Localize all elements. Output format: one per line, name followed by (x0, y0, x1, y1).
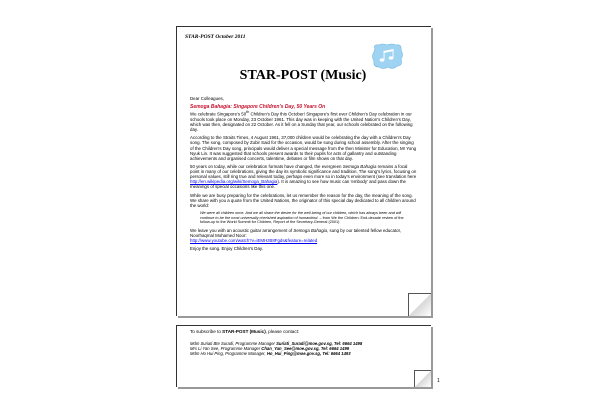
youtube-link[interactable]: http://www.youtube.com/watch?v=iEMHzB8Fgds&feature=related (190, 237, 318, 243)
paragraph-4: While we are busy preparing for the celebrations, let us remember the reason for the day, the meaning of the song. We share with you a quote from the United Nations, the originator of this special day dedicated to all children around the world: (190, 192, 416, 208)
un-quote: We were all children once. And we all share the desire for the well-being of our children, which has always been and will continue to be the most universally cherished aspiration of humankind. – from We the Children: End-decade review of the follow-up to the World Summit for Children, Report of the Secretary-General (2001) (200, 211, 404, 225)
subscribe-heading: To subscribe to STAR-POST (Music), please contact: (190, 329, 300, 334)
music-notes-badge-icon (371, 43, 404, 70)
contact-item: Mrs Li Yan See, Programme Manager Chan_Yan_See@moe.gov.sg, Tel: 6664 1499 (190, 346, 350, 352)
wikipedia-link[interactable]: http://en.wikipedia.org/wiki/Semoga_Bahagia (190, 179, 278, 185)
article-subtitle: Semoga Bahagia: Singapore Children's Day, 50 Years On (190, 104, 326, 111)
newsletter-title: STAR-POST (Music) (239, 68, 367, 83)
subscribe-page-curl (414, 370, 431, 387)
issue-label: STAR-POST October 2011 (185, 34, 246, 40)
contact-email[interactable]: Chan_Yan_See@moe.gov.sg (261, 346, 319, 352)
paragraph-1: We celebrate Singapore's 50th Children's Day this October! Singapore's first ever Children's Day celebration in our schools took place on Monday, 23 October 1961. This day was in keeping with the United Nation's Children's Day, which was then, designated on 22 October. As it fell on a Sunday that year, our schools celebrated on the following day. (190, 110, 413, 133)
contact-email[interactable]: Ho_Hui_Ping@moe.gov.sg (266, 351, 320, 357)
paragraph-5: We leave you with an acoustic guitar arrangement of Semoga Bahagia, sung by our talented fellow educator, Noorhaqmal Mohamed Noor: http://www.youtube.com/watch?v=iEMHzB8Fgds&feature=related (190, 227, 402, 243)
letter-body (190, 96, 418, 255)
contact-item: Mdm Suriati Bte Suradi, Programme Manager Suriati_Suradi@moe.gov.sg, Tel: 6664 1498 (190, 341, 363, 346)
greeting: Dear Colleagues, (190, 96, 224, 101)
closing-line: Enjoy the song. Enjoy Children's Day. (190, 246, 263, 252)
paragraph-3: 50 years on today, while our celebration formats have changed, the evergreen Semoga Bahagia remains a focal point in many of our celebrations, giving the day its symbolic significance and tradition. The song's lyrics, focusing on personal values, still ring true and relevant today, perhaps even more so in today's environment (see translation here http://en.wikipedia.org/wiki/Semoga_Bahagia). It is amazing to see how music can 'embody' and pass down the meanings of special occasions like this one. (190, 163, 417, 190)
page-number: 1 (437, 378, 440, 384)
page-curl (408, 293, 431, 316)
paragraph-2: According to the Straits Times, 4 August 1961, 37,000 children would be celebrating the day with a Children's Day song. The song, composed by Zubir Said for the occasion, would be sung during school assembly. After the singing of the Children's Day song, principals would deliver a special message from the then Minister for Education, Mr Yong Nyuk Lin. It was suggested that schools present awards to their pupils for acts of gallantry and outstanding achievements and organised concerts, talentime, debates or film shows on that day. (190, 135, 417, 161)
contact-email[interactable]: Suriati_Suradi@moe.gov.sg (276, 341, 332, 346)
contact-list (190, 341, 362, 357)
contact-item: Mdm Ho Hui Ping, Programme Manager, Ho_Hui_Ping@moe.gov.sg, Tel: 6664 1493 (190, 351, 351, 357)
